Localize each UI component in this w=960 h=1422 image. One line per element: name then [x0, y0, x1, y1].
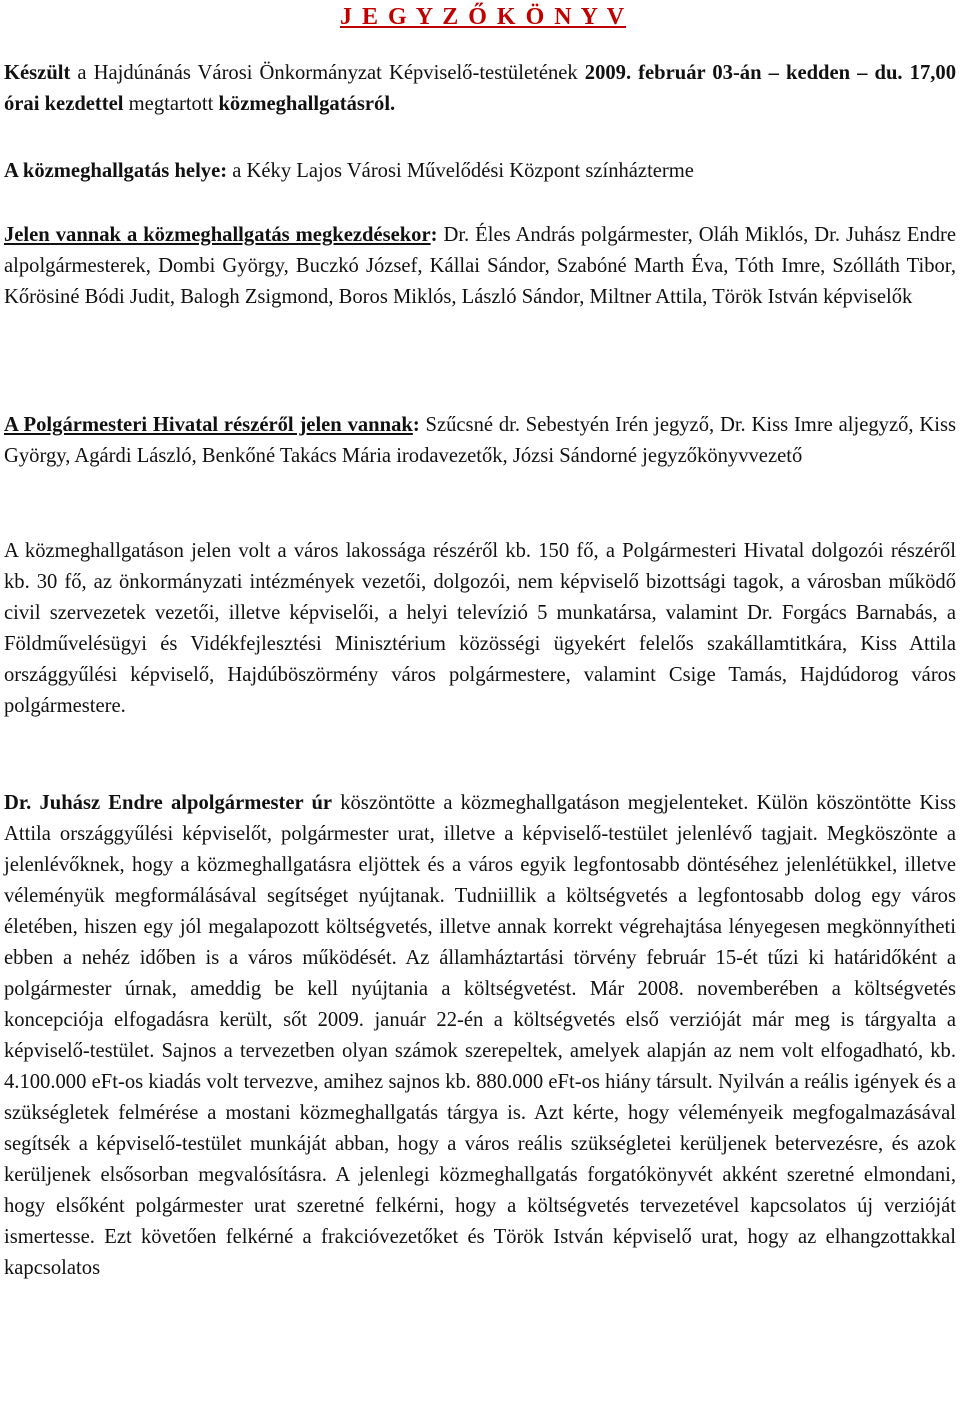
attendance-paragraph: A közmeghallgatáson jelen volt a város lakossága részéről kb. 150 fő, a Polgármesteri Hivatal dolgozói részéről kb. 30 fő, az önkormányzati intézmények vezetői, dolgozói, nem képviselő bizottsági tagok, a városban működő civil szervezetek vezetői, illetve képviselői, a helyi televízió 5 munkatársa, valamint Dr. Forgács Barnabás, a Földművelésügyi és Vidékfejlesztési Minisztérium közösségi ügyekért felelős szakállamtitkára, Kiss Attila országgyűlési képviselő, Hajdúböszörmény város polgármestere, valamint Csige Tamás, Hajdúdorog város polgármestere. [4, 540, 956, 717]
present-paragraph: Jelen vannak a közmeghallgatás megkezdésekor: Dr. Éles András polgármester, Oláh Miklós, Dr. Juhász Endre alpolgármesterek, Dombi György, Buczkó József, Kállai Sándor, Szabóné Marth Éva, Tóth Imre, Szólláth Tibor, Kőrösiné Bódi Judit, Balogh Zsigmond, Boros Miklós, László Sándor, Miltner Attila, Török István képviselők [4, 224, 956, 308]
intro-held: megtartott [123, 93, 219, 115]
present-label: Jelen vannak a közmeghallgatás megkezdésekor [4, 224, 431, 246]
office-list: Szűcsné dr. Sebestyén Irén jegyző, Dr. Kiss Imre aljegyző, Kiss György, Agárdi László, Benkőné Takács Mária irodavezetők, Józsi Sándorné jegyzőkönyvvezető [4, 414, 956, 467]
intro-subject: közmeghallgatásról. [218, 93, 396, 115]
document-title: J E G Y Z Ő K Ö N Y V [340, 4, 627, 30]
speech-text: köszöntötte a közmeghallgatáson megjelenteket. Külön köszöntötte Kiss Attila országgyűlési képviselőt, polgármester urat, illetve a képviselő-testület jelenlévő tagjait. Megköszönte a jelenlévőknek, hogy a közmeghallgatásra eljöttek és a város egyik legfontosabb döntéséhez jelenlétükkel, illetve véleményük megformálásával segítséget nyújtanak. Tudniillik a költségvetés a legfontosabb dolog egy város életében, hiszen egy jól megalapozott költségvetés, illetve annak korrekt végrehajtása lényegesen megkönnyítheti ebben a nehéz időben is a város működését. Az államháztartási törvény február 15-ét tűzi ki határidőként a polgármester úrnak, ameddig be kell nyújtania a költségvetést. Már 2008. novemberében a költségvetés koncepciója elfogadásra került, sőt 2009. január 22-én a költségvetés első verzióját már meg is tárgyalta a képviselő-testület. Sajnos a tervezetben olyan számok szerepeltek, amelyek alapján az nem volt elfogadható, kb. 4.100.000 eFt-os kiadás volt tervezve, amihez sajnos kb. 880.000 eFt-os hiány társult. Nyilván a reális igények és a szükségletek felmérése a mostani közmeghallgatás tárgya is. Azt kérte, hogy véleményeik megfogalmazásával segítsék a képviselő-testület munkáját abban, hogy a város reális szükségletei kerüljenek betervezésre, és azok kerüljenek elsősorban megvalósításra. A jelenlegi közmeghallgatás forgatókönyvét akként szeretné elmondani, hogy elsőként polgármester urat szeretné felkérni, hogy a költségvetés tervezetével kapcsolatos új verzióját ismertesse. Ezt követően felkérné a frakcióvezetőket és Török István képviselő urat, hogy az elhangzottakkal kapcsolatos [4, 792, 956, 1279]
intro-body: a Hajdúnánás Városi Önkormányzat Képviselő-testületének [70, 62, 585, 84]
intro-date: 2009. február 03-án – kedden – du. 17,00 órai kezdettel [4, 62, 956, 115]
office-paragraph: A Polgármesteri Hivatal részéről jelen vannak: Szűcsné dr. Sebestyén Irén jegyző, Dr. Kiss Imre aljegyző, Kiss György, Agárdi László, Benkőné Takács Mária irodavezetők, Józsi Sándorné jegyzőkönyvvezető [4, 414, 956, 467]
venue-text: a Kéky Lajos Városi Művelődési Központ színházterme [227, 160, 694, 182]
intro-made-label: Készült [4, 62, 71, 84]
speaker-name: Dr. Juhász Endre alpolgármester úr [4, 792, 333, 814]
present-list: Dr. Éles András polgármester, Oláh Miklós, Dr. Juhász Endre alpolgármesterek, Dombi György, Buczkó József, Kállai Sándor, Szabóné Marth Éva, Tóth Imre, Szólláth Tibor, Kőrösiné Bódi Judit, Balogh Zsigmond, Boros Miklós, László Sándor, Miltner Attila, Török István képviselők [4, 224, 956, 308]
speech-paragraph [4, 788, 956, 1284]
venue-paragraph [4, 156, 956, 187]
intro-paragraph [4, 58, 956, 120]
office-label: A Polgármesteri Hivatal részéről jelen vannak [4, 414, 413, 436]
venue-label: A közmeghallgatás helye: [4, 160, 228, 182]
